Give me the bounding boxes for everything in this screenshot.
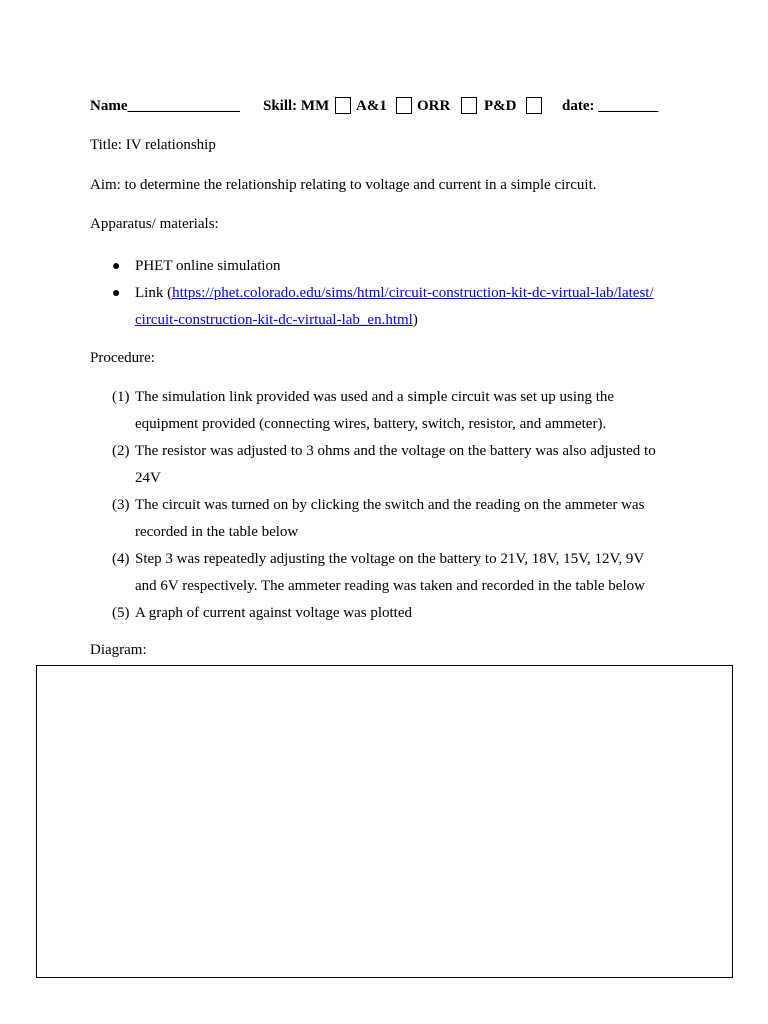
procedure-steps (112, 384, 672, 627)
apparatus-item-simulation: PHET online simulation (135, 258, 281, 274)
date-label: date: ________ (562, 98, 659, 114)
apparatus-heading: Apparatus/ materials: (90, 216, 219, 232)
step-number: (5) (112, 605, 130, 621)
phet-simulation-link[interactable] (135, 285, 654, 328)
aim-text: Aim: to determine the relationship relating to voltage and current in a simple circuit. (90, 177, 597, 193)
skill-option-a1: A&1 (356, 98, 387, 114)
skill-option-orr: ORR (417, 98, 451, 114)
step-number: (1) (112, 389, 130, 405)
procedure-step (112, 600, 672, 627)
skill-orr-checkbox[interactable] (461, 97, 477, 114)
procedure-heading: Procedure: (90, 350, 155, 366)
step-text-line1: Step 3 was repeatedly adjusting the voltage on the battery to 21V, 18V, 15V, 12V, 9V (135, 551, 645, 567)
skill-label: Skill: MM (263, 98, 330, 114)
step-number: (3) (112, 497, 130, 513)
procedure-step (112, 492, 672, 546)
link-suffix: ) (412, 312, 418, 328)
skill-option-pd: P&D (484, 98, 517, 114)
bullet-icon: ● (112, 259, 121, 274)
diagram-heading: Diagram: (90, 642, 147, 658)
step-text-line1: A graph of current against voltage was plotted (135, 605, 413, 621)
bullet-icon: ● (112, 286, 121, 301)
link-prefix: Link ( (135, 285, 173, 301)
step-text-line1: The resistor was adjusted to 3 ohms and the voltage on the battery was also adjusted to (135, 443, 656, 459)
link-text-line1: https://phet.colorado.edu/sims/html/circuit-construction-kit-dc-virtual-lab/latest/ (172, 285, 654, 301)
procedure-step (112, 384, 672, 438)
skill-pd-checkbox[interactable] (526, 97, 542, 114)
step-number: (2) (112, 443, 130, 459)
list-item (110, 253, 690, 280)
diagram-box (36, 665, 733, 978)
step-text-line1: The circuit was turned on by clicking the switch and the reading on the ammeter was (135, 497, 645, 513)
step-text-line2: and 6V respectively. The ammeter reading was taken and recorded in the table below (135, 578, 645, 594)
header-line (90, 96, 690, 116)
list-item (110, 280, 690, 334)
procedure-step (112, 546, 672, 600)
skill-mm-checkbox[interactable] (335, 97, 351, 114)
page-title: Title: IV relationship (90, 137, 216, 153)
step-text-line2: recorded in the table below (135, 524, 299, 540)
link-text-line2: circuit-construction-kit-dc-virtual-lab_en.html (135, 312, 413, 328)
skill-a1-checkbox[interactable] (396, 97, 412, 114)
procedure-step (112, 438, 672, 492)
step-number: (4) (112, 551, 130, 567)
step-text-line2: equipment provided (connecting wires, battery, switch, resistor, and ammeter). (135, 416, 607, 432)
apparatus-list (110, 253, 690, 334)
step-text-line2: 24V (135, 470, 161, 486)
name-label: Name_______________ (90, 98, 240, 114)
step-text-line1: The simulation link provided was used and a simple circuit was set up using the (135, 389, 615, 405)
